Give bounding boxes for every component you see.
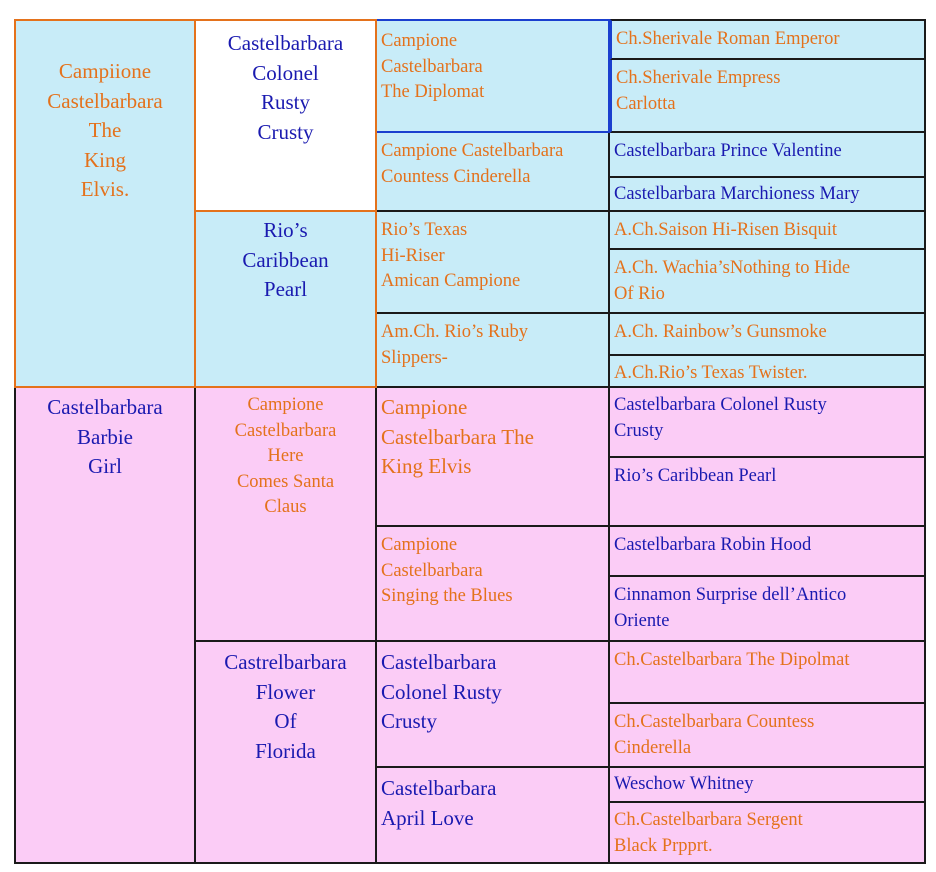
gen3-cell-2 [377,133,610,212]
gen3-cell-1 [377,19,610,133]
gen4-name-3: Castelbarbara Prince Valentine [614,141,842,161]
gen4-cell-6 [610,250,926,314]
gen2-sire-dam-name: Rio’s Caribbean Pearl [242,218,329,301]
gen4-cell-8 [610,356,926,388]
gen1-dam-name: Castelbarbara Barbie Girl [47,395,163,478]
gen4-cell-10 [610,458,926,527]
gen4-name-16: Ch.Castelbarbara Sergent Black Prpprt. [614,810,803,856]
gen3-cell-6 [377,527,610,642]
gen4-cell-12 [610,577,926,642]
gen4-name-14: Ch.Castelbarbara Countess Cinderella [614,712,815,758]
gen3-name-5: Campione Castelbarbara The King Elvis [381,395,534,478]
gen2-sire-sire-cell [196,19,377,212]
gen4-cell-7 [610,314,926,356]
gen4-name-10: Rio’s Caribbean Pearl [614,466,777,486]
gen4-cell-15 [610,768,926,803]
gen4-cell-14 [610,704,926,768]
gen4-cell-11 [610,527,926,577]
gen3-cell-7 [377,642,610,768]
gen4-name-7: A.Ch. Rainbow’s Gunsmoke [614,322,827,342]
gen1-sire-cell [14,19,196,388]
gen4-name-13: Ch.Castelbarbara The Dipolmat [614,650,850,670]
gen2-dam-dam-name: Castrelbarbara Flower Of Florida [224,650,347,763]
gen4-name-2: Ch.Sherivale Empress Carlotta [616,68,781,114]
gen3-cell-4 [377,314,610,388]
gen3-name-6: Campione Castelbarbara Singing the Blues [381,535,513,606]
gen3-cell-3 [377,212,610,314]
gen4-name-1: Ch.Sherivale Roman Emperor [616,29,840,49]
gen1-sire-name: Campiione Castelbarbara The King Elvis. [47,59,163,201]
gen3-cell-5 [377,388,610,527]
gen3-name-3: Rio’s Texas Hi-Riser Amican Campione [381,220,521,291]
gen3-name-7: Castelbarbara Colonel Rusty Crusty [381,650,502,733]
gen4-name-8: A.Ch.Rio’s Texas Twister. [614,363,808,383]
gen3-name-1: Campione Castelbarbara The Diplomat [381,31,485,102]
gen4-cell-16 [610,803,926,864]
gen4-cell-2 [610,60,926,133]
gen3-name-8: Castelbarbara April Love [381,776,497,830]
gen1-dam-cell [14,388,196,864]
gen4-cell-5 [610,212,926,250]
gen4-cell-1 [610,19,926,60]
gen4-cell-13 [610,642,926,704]
gen4-name-11: Castelbarbara Robin Hood [614,535,812,555]
gen4-cell-4 [610,178,926,212]
gen4-name-5: A.Ch.Saison Hi-Risen Bisquit [614,220,838,240]
gen4-cell-9 [610,388,926,458]
gen2-dam-dam-cell [196,642,377,864]
gen4-cell-3 [610,133,926,178]
gen4-name-4: Castelbarbara Marchioness Mary [614,184,860,204]
gen4-name-15: Weschow Whitney [614,774,754,794]
gen2-sire-dam-cell [196,212,377,388]
gen2-dam-sire-cell [196,388,377,642]
gen3-cell-8 [377,768,610,864]
gen4-name-6: A.Ch. Wachia’sNothing to Hide Of Rio [614,258,851,304]
gen3-name-2: Campione Castelbarbara Countess Cinderella [381,141,564,187]
gen4-name-12: Cinnamon Surprise dell’Antico Oriente [614,585,847,631]
gen3-name-4: Am.Ch. Rio’s Ruby Slippers- [381,322,528,368]
gen4-name-9: Castelbarbara Colonel Rusty Crusty [614,395,827,441]
gen2-dam-sire-name: Campione Castelbarbara Here Comes Santa Claus [234,395,337,517]
gen2-sire-sire-name: Castelbarbara Colonel Rusty Crusty [227,31,344,144]
